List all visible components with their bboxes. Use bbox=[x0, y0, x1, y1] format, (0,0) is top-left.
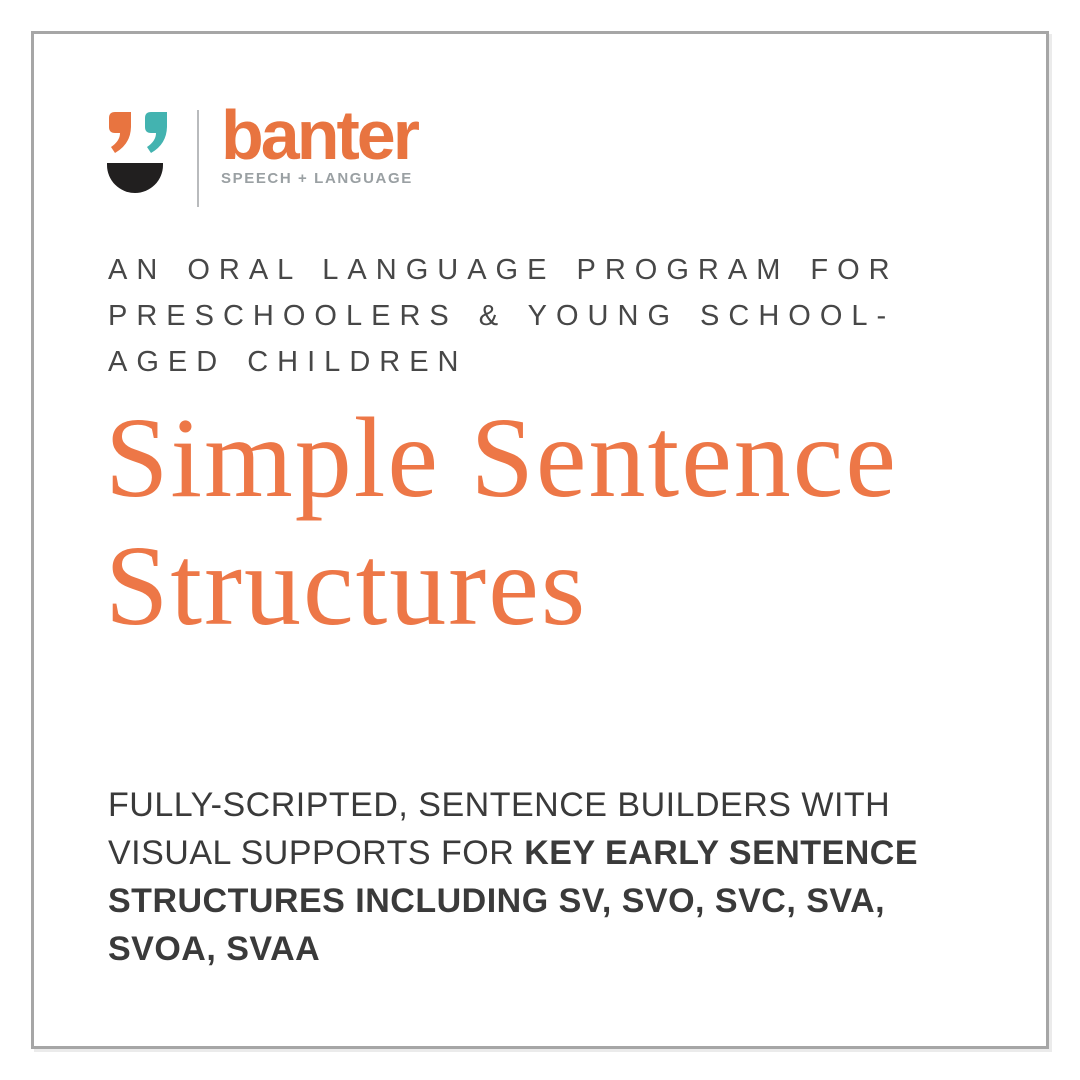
description-segment-bold: SVOA, SVAA bbox=[108, 930, 321, 968]
smile-bowl-icon bbox=[107, 163, 163, 193]
banter-logo-icon bbox=[107, 112, 169, 196]
title-line: Structures bbox=[105, 522, 588, 649]
logo-text bbox=[221, 96, 417, 187]
title-line: Simple Sentence bbox=[105, 394, 898, 521]
description-text bbox=[108, 781, 1008, 973]
description-line bbox=[108, 925, 1008, 973]
eyebrow-text bbox=[108, 247, 988, 385]
brand-tagline: SPEECH + LANGUAGE bbox=[221, 170, 413, 187]
description-line bbox=[108, 877, 1008, 925]
description-segment: VISUAL SUPPORTS FOR bbox=[108, 834, 525, 872]
eyebrow-line: PRESCHOOLERS & YOUNG SCHOOL- bbox=[108, 300, 896, 332]
logo-divider bbox=[197, 110, 199, 207]
description-segment-bold: KEY EARLY SENTENCE bbox=[524, 834, 919, 872]
quote-mark-teal-icon bbox=[143, 112, 169, 156]
description-segment: FULLY-SCRIPTED, SENTENCE BUILDERS WITH bbox=[108, 786, 891, 824]
quote-mark-orange-icon bbox=[107, 112, 133, 156]
brand-wordmark: banter bbox=[221, 96, 417, 174]
eyebrow-line: AN ORAL LANGUAGE PROGRAM FOR bbox=[108, 254, 899, 286]
description-segment-bold: STRUCTURES INCLUDING SV, SVO, SVC, SVA, bbox=[108, 882, 886, 920]
description-line bbox=[108, 781, 1008, 829]
banter-logo bbox=[107, 96, 417, 207]
page-title bbox=[105, 394, 1025, 650]
description-line bbox=[108, 829, 1008, 877]
eyebrow-line: AGED CHILDREN bbox=[108, 346, 468, 378]
border-frame bbox=[31, 31, 1049, 1049]
